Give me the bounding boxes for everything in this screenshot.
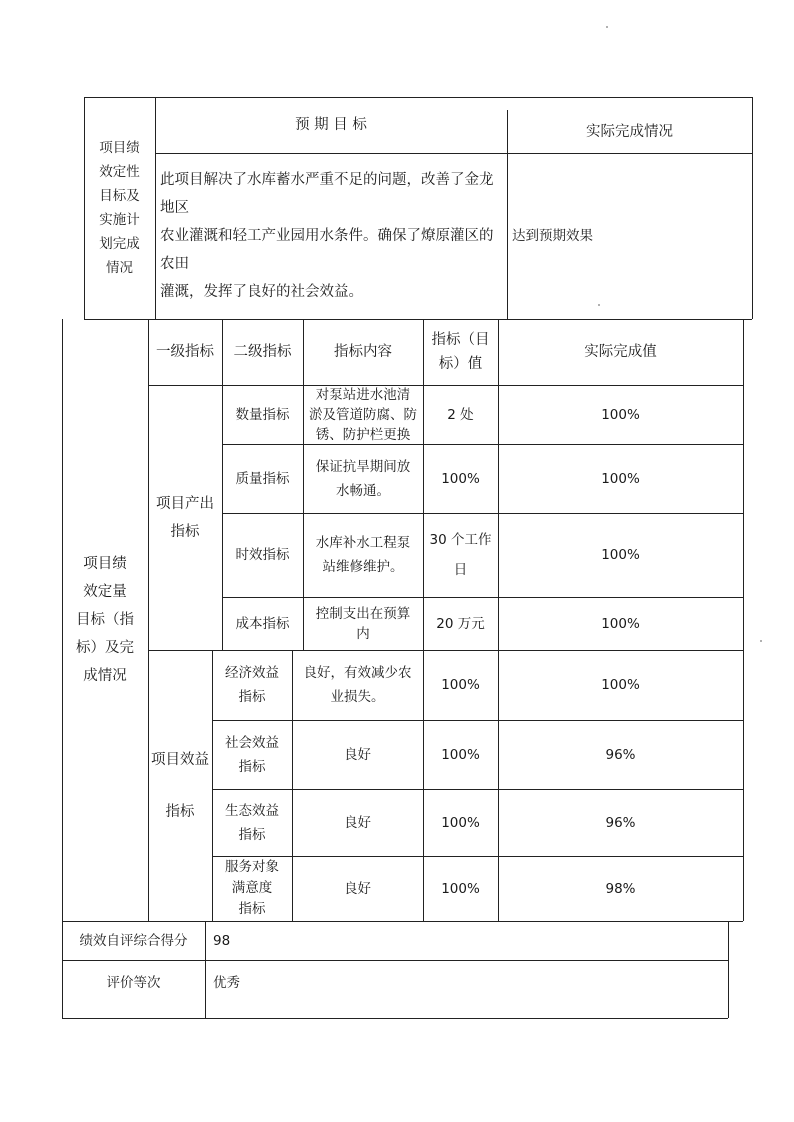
table-row-level2: 成本指标 <box>235 615 290 632</box>
table-bottom-border <box>62 1018 728 1019</box>
table-row-content: 良好，有效减少农 业损失。 <box>303 665 412 705</box>
benefit-indicator-group: 项目效益 指标 <box>151 751 209 820</box>
quant-right-border <box>743 319 744 921</box>
score-value: 98 <box>213 932 231 949</box>
expected-goal-text: 此项目解决了水库蓄水严重不足的问题，改善了金龙地区 农业灌溉和轻工产业园用水条件。确保了燎原灌区的农田 灌溉，发挥了良好的社会效益。 <box>160 172 494 300</box>
actual-value-header: 实际完成值 <box>584 344 657 360</box>
table-row-target: 100% <box>441 746 480 763</box>
table-row-content: 控制支出在预算 内 <box>315 605 411 642</box>
table-row-actual: 100% <box>601 470 640 487</box>
table-row-target: 20 万元 <box>436 615 485 632</box>
table-row-actual: 100% <box>601 547 640 563</box>
table-row-level2: 质量指标 <box>235 470 290 487</box>
table-row-target: 30 个工作 日 <box>429 532 492 578</box>
table-row-level2: 时效指标 <box>235 547 290 563</box>
output-indicator-group: 项目产出 指标 <box>156 495 214 540</box>
table-row-target: 100% <box>441 677 480 693</box>
scan-speck <box>598 304 600 306</box>
actual-completion-text: 达到预期效果 <box>512 228 593 244</box>
plan-right-border <box>752 97 753 319</box>
table-row-actual: 96% <box>605 814 636 831</box>
scan-speck <box>760 640 762 642</box>
summary-right-border <box>728 921 729 1018</box>
table-row-content: 水库补水工程泵 站维修维护。 <box>315 535 411 575</box>
summary-label-divider <box>205 921 206 1018</box>
indicator-target-header: 指标（目 标）值 <box>431 332 490 372</box>
table-row-level2: 经济效益 指标 <box>225 665 279 705</box>
level2-indicator-header: 二级指标 <box>233 344 292 360</box>
table-row-actual: 100% <box>601 406 640 423</box>
table-row-level2: 服务对象 满意度 指标 <box>225 859 279 917</box>
indicator-content-header: 指标内容 <box>334 344 392 360</box>
grade-label: 评价等次 <box>106 975 161 991</box>
grade-value: 优秀 <box>213 975 240 991</box>
level1-indicator-header: 一级指标 <box>156 344 214 360</box>
table-row-level2: 数量指标 <box>235 406 290 423</box>
table-row-target: 100% <box>441 814 480 831</box>
table-row-content: 对泵站进水池清 淤及管道防腐、防 锈、防护栏更换 <box>309 386 417 443</box>
table-row-target: 2 处 <box>447 406 474 423</box>
table-row-content: 良好 <box>344 814 371 831</box>
table-row-level2: 社会效益 指标 <box>225 734 279 775</box>
table-row-target: 100% <box>441 470 480 487</box>
expected-goal-header: 预 期 目 标 <box>295 117 367 133</box>
quant-section-label: 项目绩 效定量 目标（指 标）及完 成情况 <box>76 556 134 684</box>
table-row-content: 良好 <box>344 880 371 897</box>
table-row-target: 100% <box>441 880 480 897</box>
table-row-actual: 98% <box>605 880 636 897</box>
table-row-actual: 100% <box>601 615 640 632</box>
table-row-content: 良好 <box>344 746 371 763</box>
actual-completion-header: 实际完成情况 <box>586 123 673 140</box>
score-label: 绩效自评综合得分 <box>79 932 188 949</box>
table-row-content: 保证抗旱期间放 水畅通。 <box>315 458 411 499</box>
plan-section-label: 项目绩 效定性 目标及 实施计 划完成 情况 <box>99 140 140 276</box>
scan-speck <box>606 26 608 28</box>
table-row-level2: 生态效益 指标 <box>225 802 279 843</box>
table-row-actual: 96% <box>605 746 636 763</box>
table-row-actual: 100% <box>601 677 640 693</box>
